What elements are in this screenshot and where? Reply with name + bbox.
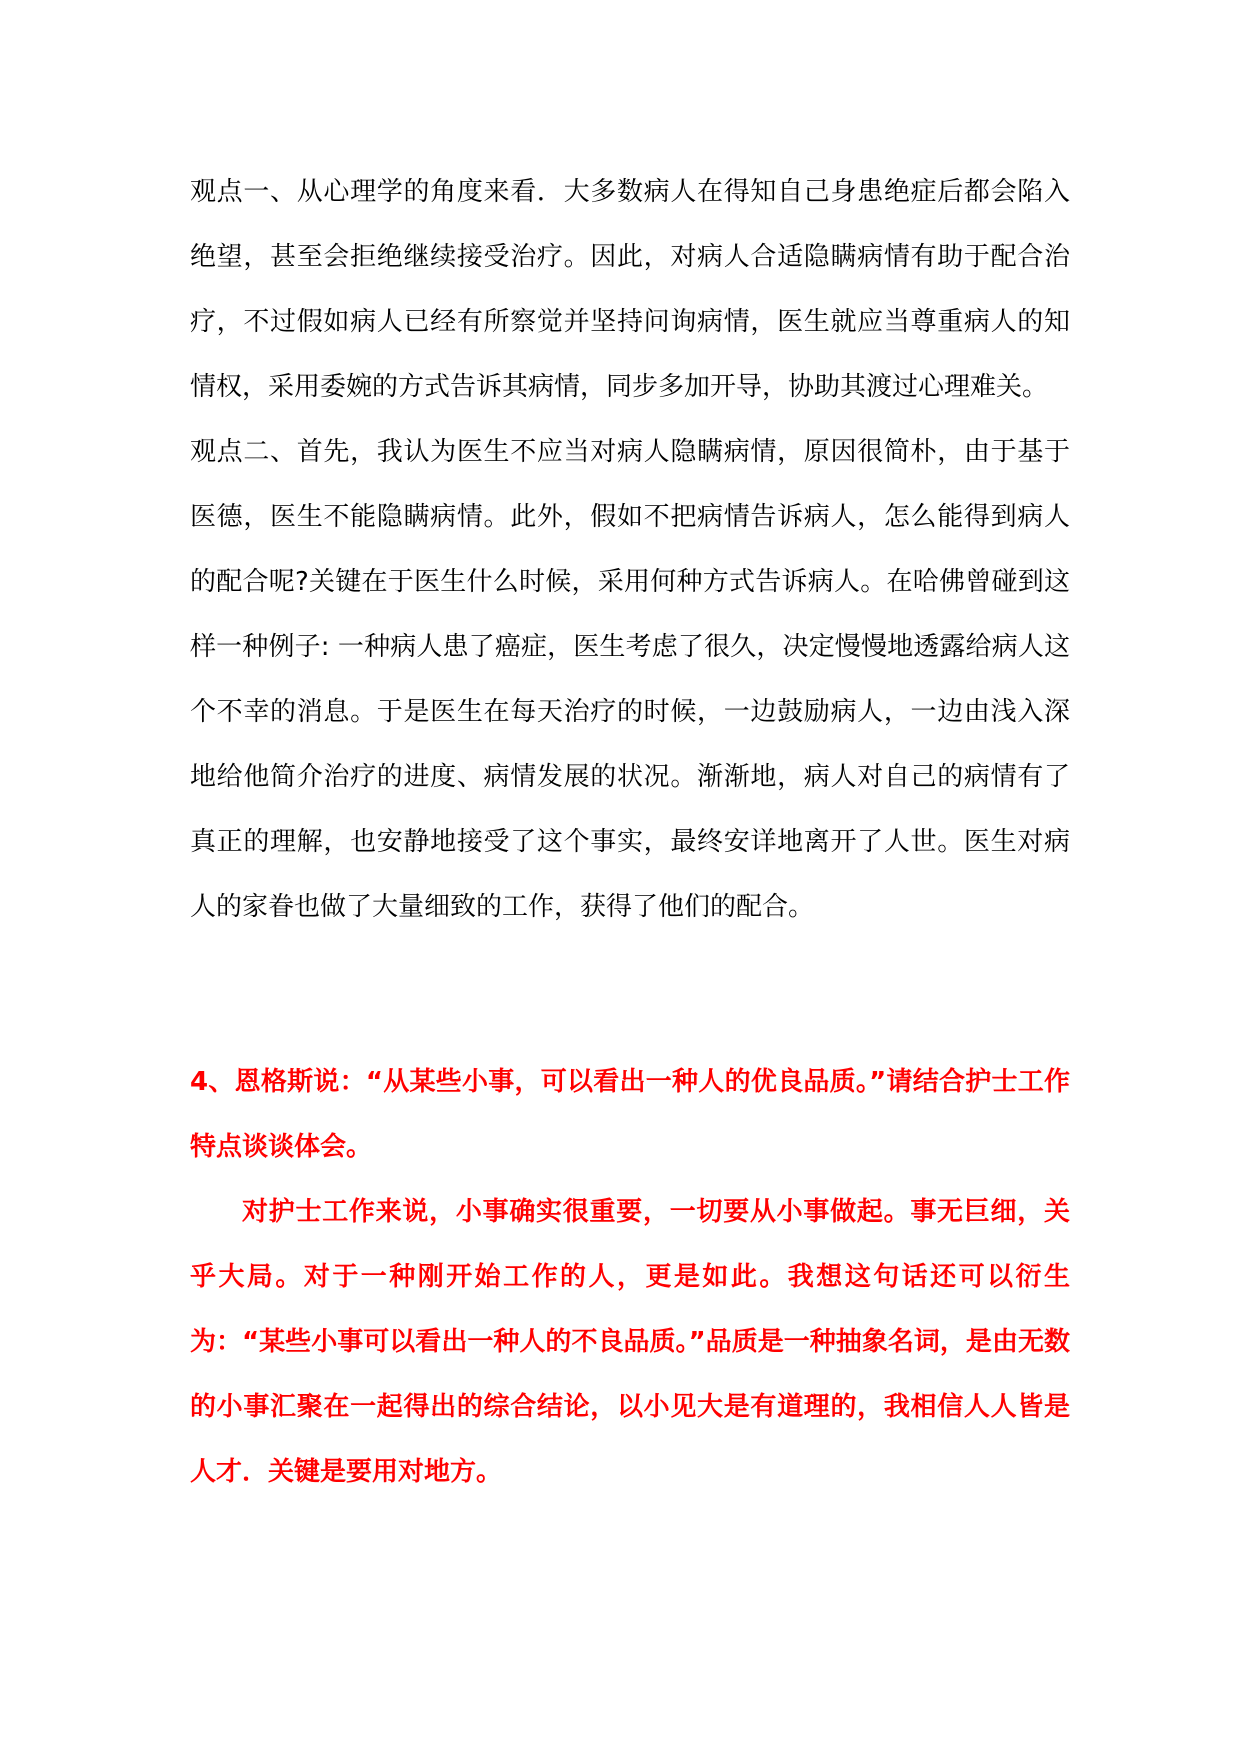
viewpoint-one-paragraph: 观点一、从心理学的角度来看．大多数病人在得知自己身患绝症后都会陷入绝望，甚至会拒绝继续接受治疗。因此，对病人合适隐瞒病情有助于配合治疗，不过假如病人已经有所察觉并坚持问询病情，医生就应当尊重病人的知情权，采用委婉的方式告诉其病情，同步多加开导，协助其渡过心理难关。 <box>190 177 1070 402</box>
document-page <box>190 160 1070 1505</box>
viewpoint-two-paragraph: 观点二、首先，我认为医生不应当对病人隐瞒病情，原因很简朴，由于基于医德，医生不能隐瞒病情。此外，假如不把病情告诉病人，怎么能得到病人的配合呢?关键在于医生什么时候，采用何种方式告诉病人。在哈佛曾碰到这样一种例子: 一种病人患了癌症，医生考虑了很久，决定慢慢地透露给病人这个不幸的消息。于是医生在每天治疗的时候，一边鼓励病人，一边由浅入深地给他简介治疗的进度、病情发展的状况。渐渐地，病人对自己的病情有了真正的理解，也安静地接受了这个事实，最终安详地离开了人世。医生对病人的家眷也做了大量细致的工作，获得了他们的配合。 <box>190 437 1070 922</box>
section-spacer <box>190 940 1070 1050</box>
question-four-answer: 对护士工作来说，小事确实很重要，一切要从小事做起。事无巨细，关乎大局。对于一种刚开始工作的人，更是如此。我想这句话还可以衍生为：“某些小事可以看出一种人的不良品质。”品质是一种抽象名词，是由无数的小事汇聚在一起得出的综合结论，以小见大是有道理的，我相信人人皆是人才．关键是要用对地方。 <box>190 1197 1070 1487</box>
question-four-heading: 4、恩格斯说：“从某些小事，可以看出一种人的优良品质。”请结合护士工作特点谈谈体会。 <box>190 1067 1070 1162</box>
